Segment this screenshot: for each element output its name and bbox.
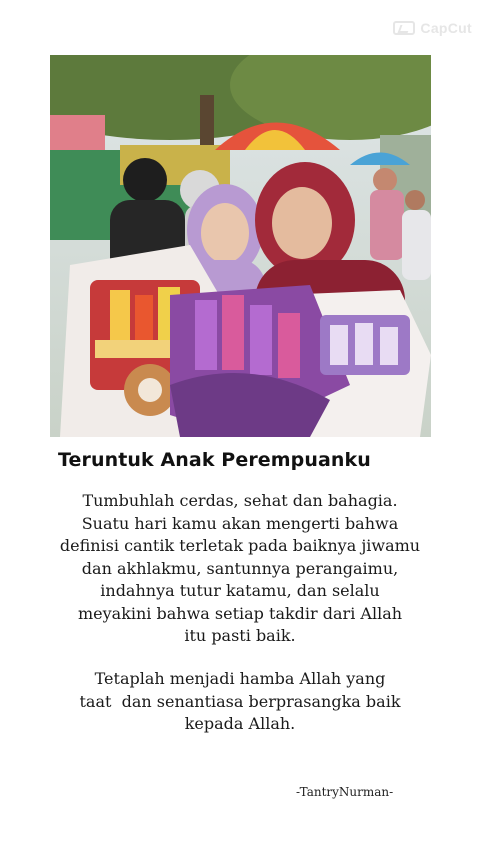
page-title: Teruntuk Anak Perempuanku <box>58 449 371 471</box>
capcut-logo-icon <box>393 21 415 35</box>
poem-line: taat dan senantiasa berprasangka baik <box>79 691 401 711</box>
poem-paragraph-2 <box>40 668 440 736</box>
watermark-text: CapCut <box>420 20 472 36</box>
poem-line: Tumbuhlah cerdas, sehat dan bahagia. <box>82 491 398 510</box>
poem-paragraph-1 <box>40 490 440 648</box>
poem-line: itu pasti baik. <box>184 626 296 645</box>
poem-line: Suatu hari kamu akan mengerti bahwa <box>81 513 399 533</box>
capcut-watermark <box>393 20 472 36</box>
poem-line: dan akhlakmu, santunnya perangaimu, <box>81 558 399 578</box>
poem-line: kepada Allah. <box>184 714 296 733</box>
poem-line: meyakini bahwa setiap takdir dari Allah <box>77 603 403 623</box>
photo-image <box>50 55 431 437</box>
poem-line: indahnya tutur katamu, dan selalu <box>100 581 380 600</box>
poem-line: definisi cantik terletak pada baiknya jiwamu <box>59 536 421 555</box>
poem-line: Tetaplah menjadi hamba Allah yang <box>94 669 386 688</box>
author-signature: -TantryNurman- <box>296 785 394 799</box>
